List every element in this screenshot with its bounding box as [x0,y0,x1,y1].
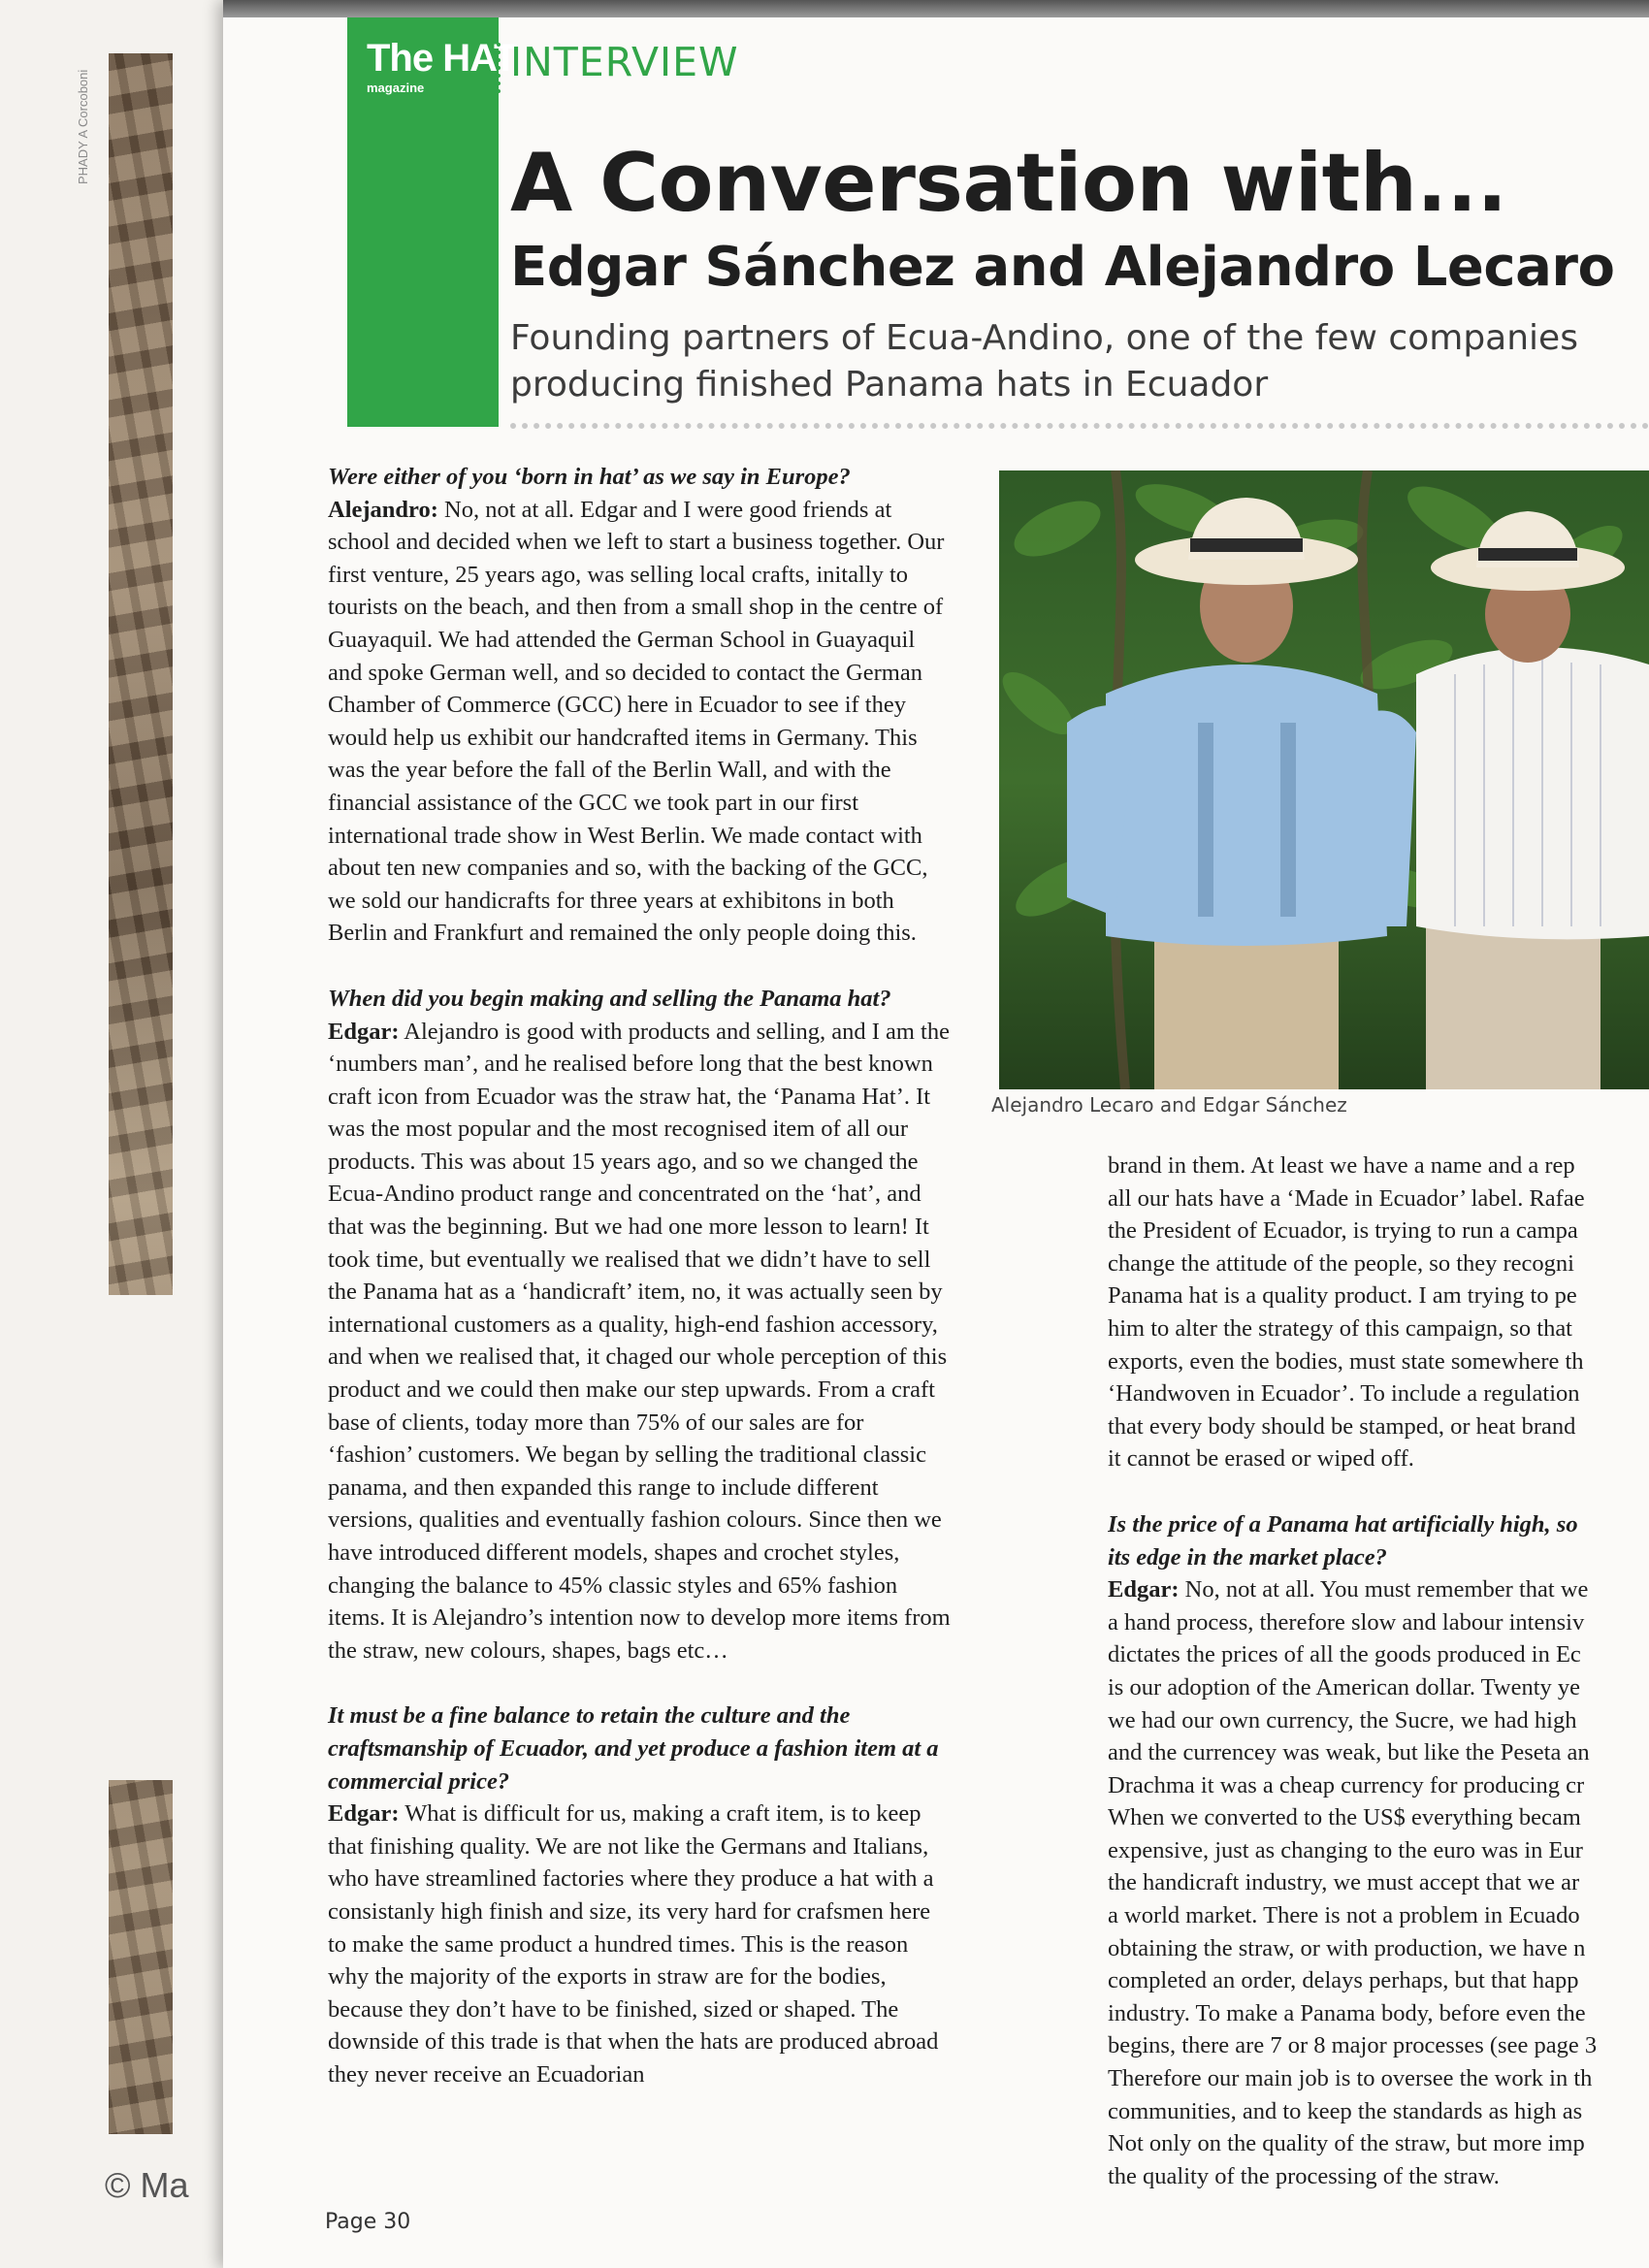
text-line: a hand process, therefore slow and labour intensiv [1108,1608,1585,1636]
text-line: that every body should be stamped, or heat brand [1108,1412,1576,1440]
photo-caption: Alejandro Lecaro and Edgar Sánchez [991,1093,1347,1117]
text-line: change the attitude of the people, so they recogni [1108,1249,1574,1277]
text-line: the handicraft industry, we must accept that we ar [1108,1869,1580,1896]
speaker-name: Edgar: [328,1800,400,1828]
text-line: Drachma it was a cheap currency for producing cr [1108,1771,1585,1798]
answer-1 [328,494,954,950]
text-line: a world market. There is not a problem in Ecuado [1108,1902,1580,1929]
text-line: begins, there are 7 or 8 major processes (see page 3 [1108,2032,1598,2059]
text-line: Is the price of a Panama hat artificially high, so [1108,1510,1578,1538]
answer-3-continued [1108,1150,1649,1475]
magazine-page [223,0,1649,2268]
text-line: it cannot be erased or wiped off. [1108,1445,1414,1473]
text-line: ‘Handwoven in Ecuador’. To include a regulation [1108,1380,1580,1408]
page-gap [109,1295,173,1780]
speaker-name: Alejandro: [328,496,438,523]
question-1: Were either of you ‘born in hat’ as we say in Europe? [328,464,851,490]
answer-4 [1108,1573,1649,2192]
text-line: the quality of the processing of the straw. [1108,2162,1500,2189]
logo-divider [497,43,501,93]
article-column-right [1108,1150,1649,2207]
copyright-text: © Ma [105,2165,189,2205]
text-line: Panama hat is a quality product. I am trying to pe [1108,1282,1577,1310]
text-line: When we converted to the US$ everything becam [1108,1804,1581,1831]
text-line: dictates the prices of all the goods produced in Ec [1108,1641,1581,1669]
text-line: him to alter the strategy of this campaign, so that [1108,1314,1572,1342]
section-label: INTERVIEW [510,39,739,85]
photo-illustration [999,470,1649,1089]
standfirst: Founding partners of Ecua-Andino, one of the few companies producing finished Panama hats in Ecuador [510,318,1578,405]
text-line: communities, and to keep the standards as high as [1108,2097,1583,2124]
question-4 [1108,1508,1649,1573]
photo-credit: PHADY A Corcoboni [76,69,90,184]
text-line [1108,1573,1649,1606]
question-3: It must be a fine balance to retain the culture and the craftsmanship of Ecuador, and yet produce a fashion item at a commercial price? [328,1702,939,1795]
text-line: and the currencey was weak, but like the Peseta an [1108,1739,1590,1766]
speaker-name: Edgar: [328,1018,400,1045]
text-line: the President of Ecuador, is trying to run a campa [1108,1217,1578,1245]
logo-title: The HAT [367,37,517,80]
text-line: industry. To make a Panama body, before even the [1108,1999,1586,2026]
answer-2 [328,1016,954,1668]
text-line: is our adoption of the American dollar. Twenty ye [1108,1673,1581,1701]
interviewees-photo [999,470,1649,1089]
article-column-left [328,461,954,2091]
text-fragment: No, not at all. You must remember that we [1184,1576,1589,1604]
text-line: Not only on the quality of the straw, but more imp [1108,2130,1585,2157]
page-number: Page 30 [325,2210,411,2234]
interviewee-names: Edgar Sánchez and Alejandro Lecaro [510,236,1615,299]
text-line: obtaining the straw, or with production, we have n [1108,1934,1586,1961]
text-line: exports, even the bodies, must state somewhere th [1108,1347,1584,1375]
logo-subtitle: magazine [367,81,425,95]
answer-text: No, not at all. Edgar and I were good friends at school and decided when we left to start a business together. Our first venture, 25 years ago, was selling local crafts, initally to tourists on the beach, and then from a small shop in the centre of Guayaquil. We had attended the German School in Guayaquil and spoke German well, and so decided to contact the German Chamber of Commerce (GCC) here in Ecuador to see if they would help us exhibit our handcrafted items in Germany. This was the year before the fall of the Berlin Wall, and with the financial assistance of the GCC we took part in our first international trade show in West Berlin. We made contact with about ten new companies and so, with the backing of the GCC, we sold our handicrafts for three years at exhibitons in both Berlin and Frankfurt and remained the only people doing this. [328,496,945,947]
text-line: we had our own currency, the Sucre, we had high [1108,1706,1577,1733]
question-2: When did you begin making and selling the Panama hat? [328,985,891,1012]
text-line: its edge in the market place? [1108,1543,1387,1571]
page-top-shadow [223,0,1649,17]
text-line: expensive, just as changing to the euro was in Eur [1108,1836,1583,1863]
magazine-logo [367,39,516,94]
answer-text: Alejandro is good with products and selling, and I am the ‘numbers man’, and he realised before long that the best known craft icon from Ecuador was the straw hat, the ‘Panama Hat’. It was the most popular and the most recognised item of all our products. This was about 15 years ago, and so we changed the Ecua-Andino product range and concentrated on the ‘hat’, and that was the beginning. But we had one more lesson to learn! It took time, but eventually we realised that we didn’t have to sell the Panama hat as a ‘handicraft’ item, no, it was actually seen by international customers as a quality, high-end fashion accessory, and when we realised that, it chaged our whole perception of this product and we could then make our step upwards. From a craft base of clients, today more than 75% of our sales are for ‘fashion’ customers. We began by selling the traditional classic panama, and then expanded this range to include different versions, qualities and eventually fashion colours. Since then we have introduced different models, shapes and crochet styles, changing the balance to 45% classic styles and 65% fashion items. It is Alejandro’s intention now to develop more items from the straw, new colours, shapes, bags etc… [328,1018,951,1664]
text-line: brand in them. At least we have a name and a rep [1108,1152,1575,1179]
paragraph-gap [328,950,954,983]
text-line: Therefore our main job is to oversee the work in th [1108,2065,1593,2092]
speaker-name: Edgar: [1108,1576,1180,1604]
headline: A Conversation with... [510,136,1507,230]
dotted-rule [510,423,1649,429]
answer-3 [328,1798,954,2090]
text-line: all our hats have a ‘Made in Ecuador’ label. Rafae [1108,1184,1585,1212]
paragraph-gap [1108,1475,1649,1508]
answer-text: What is difficult for us, making a craft item, is to keep that finishing quality. We are not like the Germans and Italians, who have streamlined factories where they produce a hat with a consistanly high finish and size, its very hard for crafsmen here to make the same product a hundred times. This is the reason why the majority of the exports in straw are for the bodies, because they don’t have to be finished, sized or shaped. The downside of this trade is that when the hats are produced abroad they never receive an Ecuadorian [328,1800,939,2088]
text-line: completed an order, delays perhaps, but that happ [1108,1967,1579,1994]
stone-wall-image [109,53,173,2134]
paragraph-gap [328,1667,954,1700]
